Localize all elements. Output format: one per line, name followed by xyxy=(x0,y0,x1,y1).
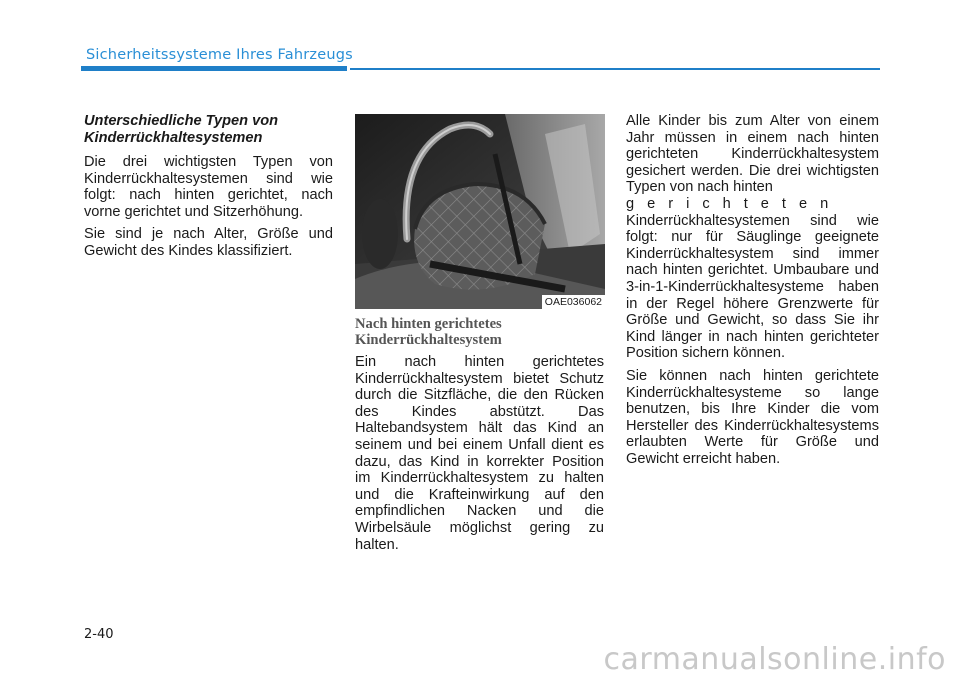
subheading-rear-facing xyxy=(355,316,604,348)
subheading-types xyxy=(84,113,333,146)
page-number: 2-40 xyxy=(84,627,114,642)
subheading-types-line2: Kinderrückhaltesystemen xyxy=(84,129,263,146)
column-middle xyxy=(355,314,604,559)
paragraph-infants-spaced-word: gerichteten xyxy=(626,195,842,212)
column-right xyxy=(626,113,879,473)
subheading-rear-facing-line1: Nach hinten gerichtetes xyxy=(355,316,502,332)
paragraph-rear-facing: Ein nach hinten gerichtetes Kinderrückhaltesystem bietet Schutz durch die Sitzfläche, die den Rücken des Kindes abstützt. Das Haltebandsystem hält das Kind an seinem und bei einem Unfall dient es dazu, das Kind in korrekter Position im Kinderrückhaltesystem zu halten und die Krafteinwirkung auf den empfindlichen Nacken und die Wirbelsäule möglichst gering zu halten. xyxy=(355,354,604,553)
section-title: Sicherheitssysteme Ihres Fahrzeugs xyxy=(86,47,353,63)
paragraph-types: Die drei wichtigsten Typen von Kinderrückhaltesystemen sind wie folgt: nach hinten gerichtet, nach vorne gerichtet und Sitzerhöhung. xyxy=(84,154,333,220)
paragraph-usage-limits: Sie können nach hinten gerichtete Kinderrückhaltesysteme so lange benutzen, bis Ihre Kinder die vom Hersteller des Kinderrückhaltesystems erlaubten Werte für Größe und Gewicht erreicht haben. xyxy=(626,367,879,467)
column-left xyxy=(84,113,333,266)
watermark: carmanualsonline.info xyxy=(603,642,946,677)
subheading-types-line1: Unterschiedliche Typen von xyxy=(84,113,279,129)
figure-code: OAE036062 xyxy=(542,295,605,309)
paragraph-infants xyxy=(626,113,879,362)
paragraph-infants-part1: Alle Kinder bis zum Alter von einem Jahr müssen in einem nach hinten gerichteten Kinderrückhaltesystem gesichert werden. Die drei wichtigsten Typen von nach hinten xyxy=(626,113,879,196)
header-rule-thick xyxy=(81,66,347,71)
child-seat-photo xyxy=(355,114,605,309)
header-rule-thin xyxy=(350,68,880,70)
paragraph-infants-part2: Kinderrückhaltesystemen sind wie folgt: nur für Säuglinge geeignete Kinderrückhaltesystem sind immer nach hinten gerichtet. Umbaubare und 3-in-1-Kinderrückhaltesysteme haben in der Regel höhere Grenzwerte für Größe und Gewicht, so dass Sie ihr Kind länger in nach hinten gerichteter Position sichern können. xyxy=(626,212,879,362)
rear-facing-child-seat-icon xyxy=(355,114,605,309)
paragraph-classification: Sie sind je nach Alter, Größe und Gewicht des Kindes klassifiziert. xyxy=(84,226,333,259)
subheading-rear-facing-line2: Kinderrückhaltesystem xyxy=(355,332,502,348)
